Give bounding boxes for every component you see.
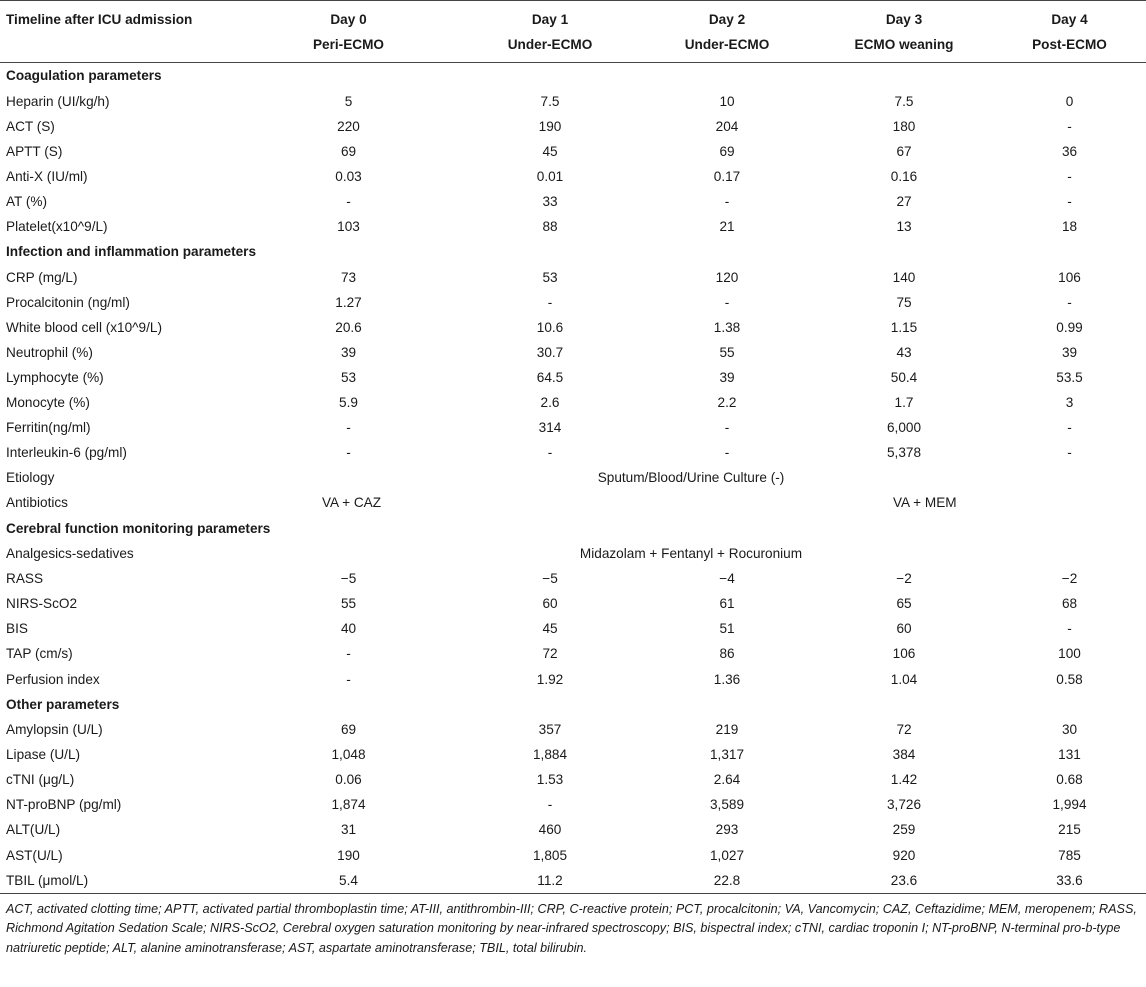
table-row: [0, 265, 1146, 290]
cell-value: 31: [340, 822, 357, 838]
cell-value: 86: [719, 646, 735, 662]
cell-value: 219: [715, 722, 739, 738]
cell-value: 785: [1058, 847, 1081, 863]
section-title: Coagulation parameters: [6, 68, 162, 84]
row-label: Antibiotics: [6, 495, 68, 511]
cell-value: 43: [896, 344, 912, 360]
cell-value: 190: [337, 847, 360, 863]
cell-value: 18: [1061, 219, 1078, 235]
cell-value: -: [1067, 193, 1072, 209]
cell-value: 69: [719, 143, 735, 159]
cell-value: 10.6: [536, 319, 564, 335]
header-day-label: Day 3: [885, 12, 923, 27]
cell-value: 1.04: [890, 671, 918, 687]
cell-value: -: [346, 445, 351, 461]
cell-value: 384: [892, 747, 916, 763]
cell-value: 7.5: [540, 93, 560, 109]
table-row: [0, 641, 1146, 666]
table-row: [0, 164, 1146, 189]
header-day-1: [461, 1, 639, 63]
row-label: NT-proBNP (pg/ml): [6, 797, 122, 813]
row-label: cTNI (μg/L): [6, 772, 75, 788]
cell-value: 64.5: [536, 369, 564, 385]
cell-value: 22.8: [639, 868, 815, 894]
cell-value: 2.6: [540, 395, 560, 411]
cell-value: 0.06: [335, 772, 362, 788]
table-row: [0, 792, 1146, 817]
table-row: [0, 415, 1146, 440]
cell-value: 0.17: [713, 168, 741, 184]
cell-value: 1,994: [1052, 797, 1087, 813]
table-row: [0, 843, 1146, 868]
cell-value: 1.7: [894, 395, 914, 411]
cell-value: -: [1067, 445, 1072, 461]
cell-value: 131: [1058, 747, 1081, 763]
cell-value: 69: [340, 143, 357, 159]
cell-value: 0.68: [1056, 772, 1083, 788]
row-label: Monocyte (%): [6, 395, 90, 411]
header-phase-label: Post-ECMO: [1032, 37, 1107, 52]
row-label: Lymphocyte (%): [6, 369, 104, 385]
cell-value: 88: [542, 219, 558, 235]
table-row: [0, 440, 1146, 465]
cell-value: 60: [896, 621, 912, 637]
cell-value: 36: [1061, 143, 1078, 159]
cell-value: -: [1067, 621, 1072, 637]
cell-value: 3,589: [709, 797, 745, 813]
cell-value: 75: [896, 294, 912, 310]
header-day-label: Day 1: [531, 12, 569, 27]
cell-value: 21: [719, 219, 735, 235]
cell-value: 1.15: [890, 319, 918, 335]
cell-value: −5: [340, 571, 357, 587]
cell-value: 460: [538, 822, 562, 838]
cell-value: 33.6: [993, 868, 1146, 894]
cell-value: -: [547, 294, 553, 310]
cell-value: 61: [719, 596, 735, 612]
cell-value: 259: [892, 822, 916, 838]
cell-value: 72: [542, 646, 558, 662]
section-heading-row: [0, 692, 1146, 718]
cell-value: -: [346, 420, 351, 436]
cell-value: -: [547, 797, 553, 813]
cell-value: 293: [715, 822, 739, 838]
table-row: [0, 742, 1146, 767]
table-footnote: ACT, activated clotting time; APTT, activated partial thromboplastin time; AT-III, antithrombin-III; CRP, C-reactive protein; PCT, procalcitonin; VA, Vancomycin; CAZ, Ceftazidime; MEM, meropenem; RASS, Richmond Agitation Sedation Scale; NIRS-ScO2, Cerebral oxygen saturation monitoring by near-infrared spectroscopy; BIS, bispectral index; cTNI, cardiac troponin I; NT-proBNP, N-terminal pro-b-type natriuretic peptide; ALT, alanine aminotransferase; AST, aspartate aminotransferase; TBIL, total bilirubin.: [6, 901, 1137, 955]
cell-value: 53: [542, 269, 558, 285]
cell-value: 55: [340, 596, 357, 612]
table-row: [0, 340, 1146, 365]
cell-value: −5: [542, 571, 558, 587]
table-row: [0, 89, 1146, 114]
cell-value: 69: [340, 722, 357, 738]
cell-value: 45: [542, 143, 558, 159]
row-label: Platelet(x10^9/L): [6, 219, 108, 235]
spanning-cell: VA + CAZ: [322, 495, 382, 511]
cell-value: 68: [1061, 596, 1078, 612]
table-row: [0, 490, 1146, 515]
table-row: [0, 365, 1146, 390]
cell-value: -: [1067, 118, 1072, 134]
row-label: NIRS-ScO2: [6, 596, 78, 612]
cell-value: 0.03: [335, 168, 362, 184]
cell-value: -: [346, 193, 351, 209]
table-row: [0, 114, 1146, 139]
cell-value: 920: [892, 847, 916, 863]
cell-value: 357: [538, 722, 562, 738]
table-row: [0, 214, 1146, 239]
section-heading-row: [0, 63, 1146, 89]
cell-value: 51: [719, 621, 735, 637]
section-title: Other parameters: [6, 696, 120, 712]
row-label: Heparin (UI/kg/h): [6, 93, 110, 109]
row-label: Analgesics-sedatives: [6, 546, 134, 562]
cell-value: 53: [340, 369, 357, 385]
cell-value: 60: [542, 596, 558, 612]
row-label: AT (%): [6, 193, 48, 209]
cell-value: 45: [542, 621, 558, 637]
cell-value: −4: [719, 571, 735, 587]
row-label: Amylopsin (U/L): [6, 722, 103, 738]
cell-value: −2: [896, 571, 912, 587]
header-day-0: [236, 1, 461, 63]
cell-value: -: [724, 193, 730, 209]
cell-value: 67: [896, 143, 912, 159]
row-label: Etiology: [6, 470, 55, 486]
cell-value: -: [547, 445, 553, 461]
cell-value: 10: [719, 93, 735, 109]
cell-value: 180: [892, 118, 916, 134]
cell-value: -: [1067, 168, 1072, 184]
row-label: Lipase (U/L): [6, 747, 81, 763]
cell-value: 1,317: [709, 747, 745, 763]
cell-value: 2.64: [713, 772, 741, 788]
cell-value: 0.58: [1056, 671, 1083, 687]
cell-value: 1,884: [532, 747, 568, 763]
row-label: RASS: [6, 571, 44, 587]
header-phase-label: Under-ECMO: [684, 37, 770, 52]
cell-value: 30: [1061, 722, 1078, 738]
cell-value: -: [346, 671, 351, 687]
cell-value: 27: [896, 193, 912, 209]
cell-value: 0.99: [1056, 319, 1083, 335]
cell-value: -: [724, 294, 730, 310]
table-row: [0, 390, 1146, 415]
header-day-4: [993, 1, 1146, 63]
cell-value: 140: [892, 269, 916, 285]
table-row: [0, 868, 1146, 894]
table-row: [0, 541, 1146, 566]
cell-value: 23.6: [815, 868, 993, 894]
cell-value: 1.27: [335, 294, 362, 310]
table-row: [0, 767, 1146, 792]
cell-value: 72: [896, 722, 912, 738]
cell-value: 0.01: [536, 168, 564, 184]
cell-value: 1,874: [331, 797, 366, 813]
row-label: BIS: [6, 621, 28, 637]
header-day-3: [815, 1, 993, 63]
table-header: [0, 1, 1146, 63]
cell-value: -: [346, 646, 351, 662]
cell-value: 33: [542, 193, 558, 209]
header-timeline-label: Timeline after ICU admission: [6, 12, 193, 27]
cell-value: 5.4: [236, 868, 461, 894]
cell-value: 5,378: [886, 445, 922, 461]
table-row: [0, 717, 1146, 742]
cell-value: 53.5: [1056, 369, 1083, 385]
cell-value: 30.7: [536, 344, 564, 360]
header-day-label: Day 0: [330, 12, 367, 27]
cell-value: -: [724, 445, 730, 461]
row-label: ACT (S): [6, 118, 55, 134]
table-body: [0, 63, 1146, 894]
section-title: Cerebral function monitoring parameters: [6, 520, 271, 536]
table-row: [0, 817, 1146, 842]
table-row: [0, 465, 1146, 490]
header-day-2: [639, 1, 815, 63]
cell-value: 120: [715, 269, 739, 285]
cell-value: -: [1067, 420, 1072, 436]
header-phase-label: Under-ECMO: [507, 37, 593, 52]
section-title: Infection and inflammation parameters: [6, 244, 257, 260]
row-label: Anti-X (IU/ml): [6, 168, 88, 184]
cell-value: 1.36: [713, 671, 741, 687]
table-row: [0, 616, 1146, 641]
cell-value: −2: [1061, 571, 1078, 587]
cell-value: 13: [896, 219, 912, 235]
header-day-label: Day 4: [1051, 12, 1088, 27]
row-label: ALT(U/L): [6, 822, 61, 838]
cell-value: 11.2: [461, 868, 639, 894]
cell-value: 20.6: [335, 319, 362, 335]
table-row: [0, 139, 1146, 164]
cell-value: 314: [538, 420, 562, 436]
cell-value: 7.5: [894, 93, 914, 109]
cell-value: 3,726: [886, 797, 922, 813]
row-label: CRP (mg/L): [6, 269, 78, 285]
cell-value: 220: [337, 118, 360, 134]
row-label: Ferritin(ng/ml): [6, 420, 91, 436]
row-label: Interleukin-6 (pg/ml): [6, 445, 127, 461]
header-phase-label: Peri-ECMO: [312, 37, 384, 52]
cell-value: 5: [344, 93, 353, 109]
table-row: [0, 591, 1146, 616]
cell-value: 65: [896, 596, 912, 612]
table-row: [0, 189, 1146, 214]
row-label: White blood cell (x10^9/L): [6, 319, 162, 335]
cell-value: 39: [719, 369, 735, 385]
cell-value: 1.38: [713, 319, 741, 335]
table-row: [0, 666, 1146, 691]
cell-value: 106: [892, 646, 916, 662]
row-label: Neutrophil (%): [6, 344, 93, 360]
cell-value: 2.2: [717, 395, 737, 411]
cell-value: 6,000: [886, 420, 922, 436]
header-day-label: Day 2: [708, 12, 746, 27]
row-label: TBIL (μmol/L): [0, 868, 236, 894]
cell-value: 55: [719, 344, 735, 360]
cell-value: 0: [1065, 93, 1074, 109]
cell-value: 73: [340, 269, 357, 285]
spanning-cell: VA + MEM: [893, 495, 957, 511]
cell-value: 1,048: [331, 747, 366, 763]
header-phase-label: ECMO weaning: [854, 37, 954, 52]
row-label: Procalcitonin (ng/ml): [6, 294, 130, 310]
row-label: Perfusion index: [6, 671, 100, 687]
row-label: TAP (cm/s): [6, 646, 73, 662]
cell-value: 39: [1061, 344, 1078, 360]
cell-value: 1,805: [532, 847, 568, 863]
cell-value: 40: [340, 621, 357, 637]
spanning-cell: Sputum/Blood/Urine Culture (-): [597, 470, 785, 486]
cell-value: 100: [1058, 646, 1081, 662]
section-heading-row: [0, 516, 1146, 542]
cell-value: 50.4: [890, 369, 918, 385]
cell-value: -: [1067, 294, 1072, 310]
cell-value: 0.16: [890, 168, 918, 184]
table-row: [0, 566, 1146, 591]
cell-value: 39: [340, 344, 357, 360]
table-row: [0, 290, 1146, 315]
cell-value: -: [724, 420, 730, 436]
cell-value: 1.42: [890, 772, 918, 788]
table-row: [0, 315, 1146, 340]
cell-value: 204: [715, 118, 739, 134]
cell-value: 3: [1065, 395, 1074, 411]
cell-value: 103: [337, 219, 360, 235]
row-label: AST(U/L): [6, 847, 63, 863]
cell-value: 1,027: [709, 847, 745, 863]
section-heading-row: [0, 239, 1146, 265]
cell-value: 1.53: [536, 772, 564, 788]
spanning-cell: Midazolam + Fentanyl + Rocuronium: [579, 546, 803, 562]
cell-value: 190: [538, 118, 562, 134]
row-label: APTT (S): [6, 143, 63, 159]
cell-value: 1.92: [536, 671, 564, 687]
cell-value: 5.9: [339, 395, 358, 411]
cell-value: 215: [1058, 822, 1081, 838]
cell-value: 106: [1058, 269, 1081, 285]
